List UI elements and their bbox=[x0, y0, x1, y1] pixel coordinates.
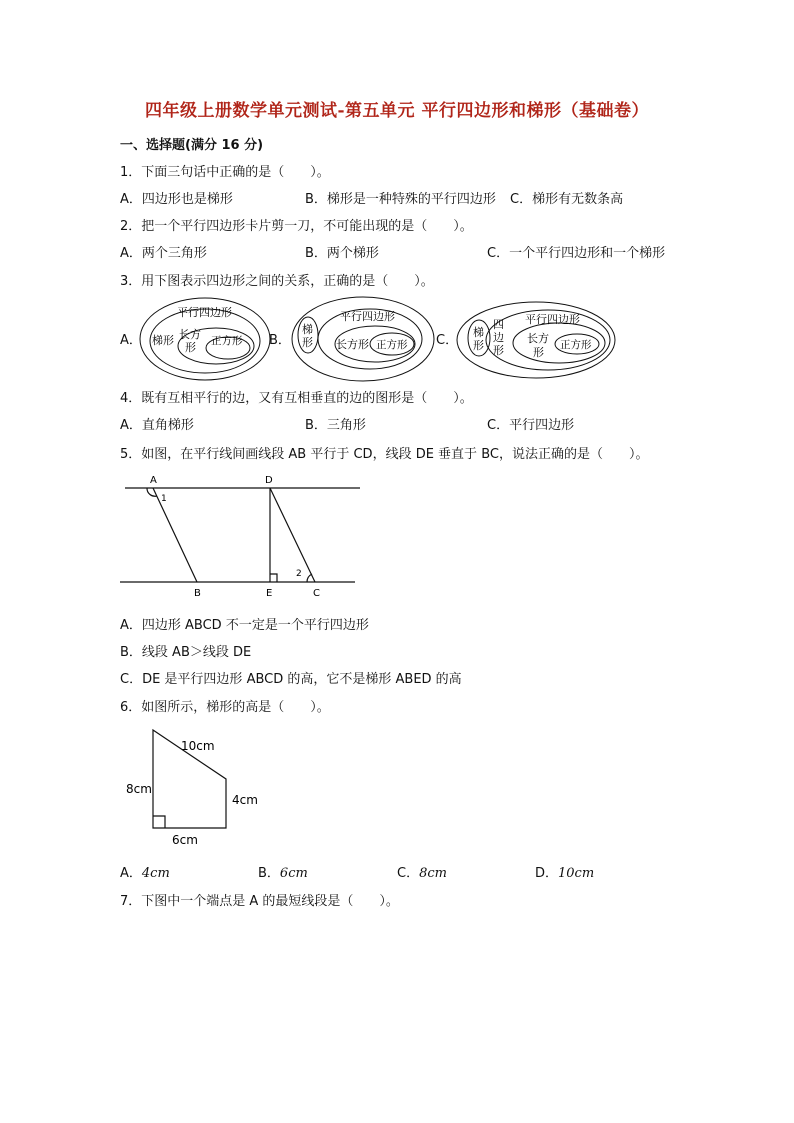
option-value: 10cm bbox=[558, 866, 595, 881]
point-b-label: B bbox=[194, 588, 201, 599]
question-5-option-a[interactable]: A．四边形 ABCD 不一定是一个平行四边形 bbox=[120, 618, 369, 633]
dim-right-side: 4cm bbox=[232, 793, 258, 807]
label-square: 正方形 bbox=[376, 339, 408, 351]
option-value: 4cm bbox=[141, 866, 170, 881]
label-rectangle: 长方形 bbox=[336, 338, 369, 351]
label-trapezoid-1: 梯 bbox=[473, 326, 484, 339]
label-parallelogram: 平行四边形 bbox=[340, 310, 395, 323]
question-3-option-a[interactable]: A． bbox=[120, 333, 142, 348]
label-trapezoid-2: 形 bbox=[473, 339, 484, 352]
dim-left-height: 8cm bbox=[126, 782, 152, 796]
question-5-option-c[interactable]: C．DE 是平行四边形 ABCD 的高，它不是梯形 ABED 的高 bbox=[120, 672, 462, 687]
point-a-label: A bbox=[150, 475, 157, 486]
label-quad-3: 形 bbox=[493, 344, 504, 357]
question-6-option-d[interactable] bbox=[535, 862, 594, 881]
label-trapezoid-2: 形 bbox=[302, 336, 313, 349]
option-value: 8cm bbox=[419, 866, 447, 881]
question-6-stem: 6．如图所示，梯形的高是（ ）。 bbox=[120, 700, 330, 715]
question-3-option-c[interactable]: C． bbox=[436, 333, 459, 348]
label-rectangle-1: 长方 bbox=[179, 328, 201, 341]
question-1-stem: 1．下面三句话中正确的是（ ）。 bbox=[120, 165, 330, 180]
question-3-option-b[interactable]: B． bbox=[269, 333, 291, 348]
option-prefix: C． bbox=[397, 866, 420, 881]
worksheet-title: 四年级上册数学单元测试-第五单元 平行四边形和梯形（基础卷） bbox=[145, 101, 649, 121]
label-parallelogram: 平行四边形 bbox=[525, 313, 580, 326]
venn-diagram-b bbox=[290, 295, 436, 383]
section-heading: 一、选择题(满分 16 分) bbox=[120, 138, 264, 153]
question-2-option-b[interactable]: B．两个梯形 bbox=[305, 246, 379, 261]
segment-ab bbox=[153, 488, 197, 582]
label-trapezoid: 梯形 bbox=[152, 334, 174, 347]
question-6-option-c[interactable] bbox=[397, 862, 447, 881]
dim-bottom-base: 6cm bbox=[172, 833, 198, 847]
option-prefix: A． bbox=[120, 866, 142, 881]
label-parallelogram: 平行四边形 bbox=[177, 306, 232, 319]
question-4-stem: 4．既有互相平行的边，又有互相垂直的边的图形是（ ）。 bbox=[120, 391, 473, 406]
question-5-option-b[interactable]: B．线段 AB＞线段 DE bbox=[120, 645, 252, 660]
venn-diagram-c bbox=[455, 300, 617, 380]
question-6-option-a[interactable] bbox=[120, 862, 170, 881]
label-square: 正方形 bbox=[560, 339, 592, 351]
trapezoid-figure bbox=[118, 725, 268, 850]
point-c-label: C bbox=[313, 588, 320, 599]
question-2-option-c[interactable]: C．一个平行四边形和一个梯形 bbox=[487, 246, 666, 261]
question-4-option-a[interactable]: A．直角梯形 bbox=[120, 418, 194, 433]
point-e-label: E bbox=[266, 588, 273, 599]
point-d-label: D bbox=[265, 475, 273, 486]
label-rectangle-2: 形 bbox=[185, 341, 196, 354]
dim-top-slant: 10cm bbox=[181, 739, 215, 753]
option-value: 6cm bbox=[279, 866, 308, 881]
question-3-stem: 3．用下图表示四边形之间的关系，正确的是（ ）。 bbox=[120, 274, 434, 289]
venn-diagram-a bbox=[138, 296, 272, 382]
label-quad-1: 四 bbox=[493, 318, 504, 331]
question-1-option-b[interactable]: B．梯形是一种特殊的平行四边形 bbox=[305, 192, 496, 207]
parallel-lines-figure bbox=[115, 470, 365, 602]
question-4-option-c[interactable]: C．平行四边形 bbox=[487, 418, 575, 433]
question-4-option-b[interactable]: B．三角形 bbox=[305, 418, 366, 433]
question-1-option-c[interactable]: C．梯形有无数条高 bbox=[510, 192, 624, 207]
question-2-stem: 2．把一个平行四边形卡片剪一刀，不可能出现的是（ ）。 bbox=[120, 219, 473, 234]
label-quad-2: 边 bbox=[493, 331, 504, 344]
question-5-stem: 5．如图，在平行线间画线段 AB 平行于 CD，线段 DE 垂直于 BC，说法正确的是（ ）。 bbox=[120, 447, 649, 462]
question-1-option-a[interactable]: A．四边形也是梯形 bbox=[120, 192, 233, 207]
question-6-option-b[interactable] bbox=[258, 862, 308, 881]
label-trapezoid-1: 梯 bbox=[302, 323, 313, 336]
segment-dc bbox=[270, 488, 315, 582]
option-prefix: B． bbox=[258, 866, 280, 881]
right-angle-mark bbox=[270, 574, 277, 582]
question-7-stem: 7．下图中一个端点是 A 的最短线段是（ ）。 bbox=[120, 894, 399, 909]
label-rectangle-2: 形 bbox=[533, 346, 544, 359]
angle-2-label: 2 bbox=[296, 569, 302, 579]
label-square: 正方形 bbox=[211, 335, 243, 347]
question-2-option-a[interactable]: A．两个三角形 bbox=[120, 246, 207, 261]
angle-1-label: 1 bbox=[161, 494, 167, 504]
option-prefix: D． bbox=[535, 866, 559, 881]
right-angle-mark bbox=[153, 816, 165, 828]
label-rectangle-1: 长方 bbox=[527, 332, 549, 345]
